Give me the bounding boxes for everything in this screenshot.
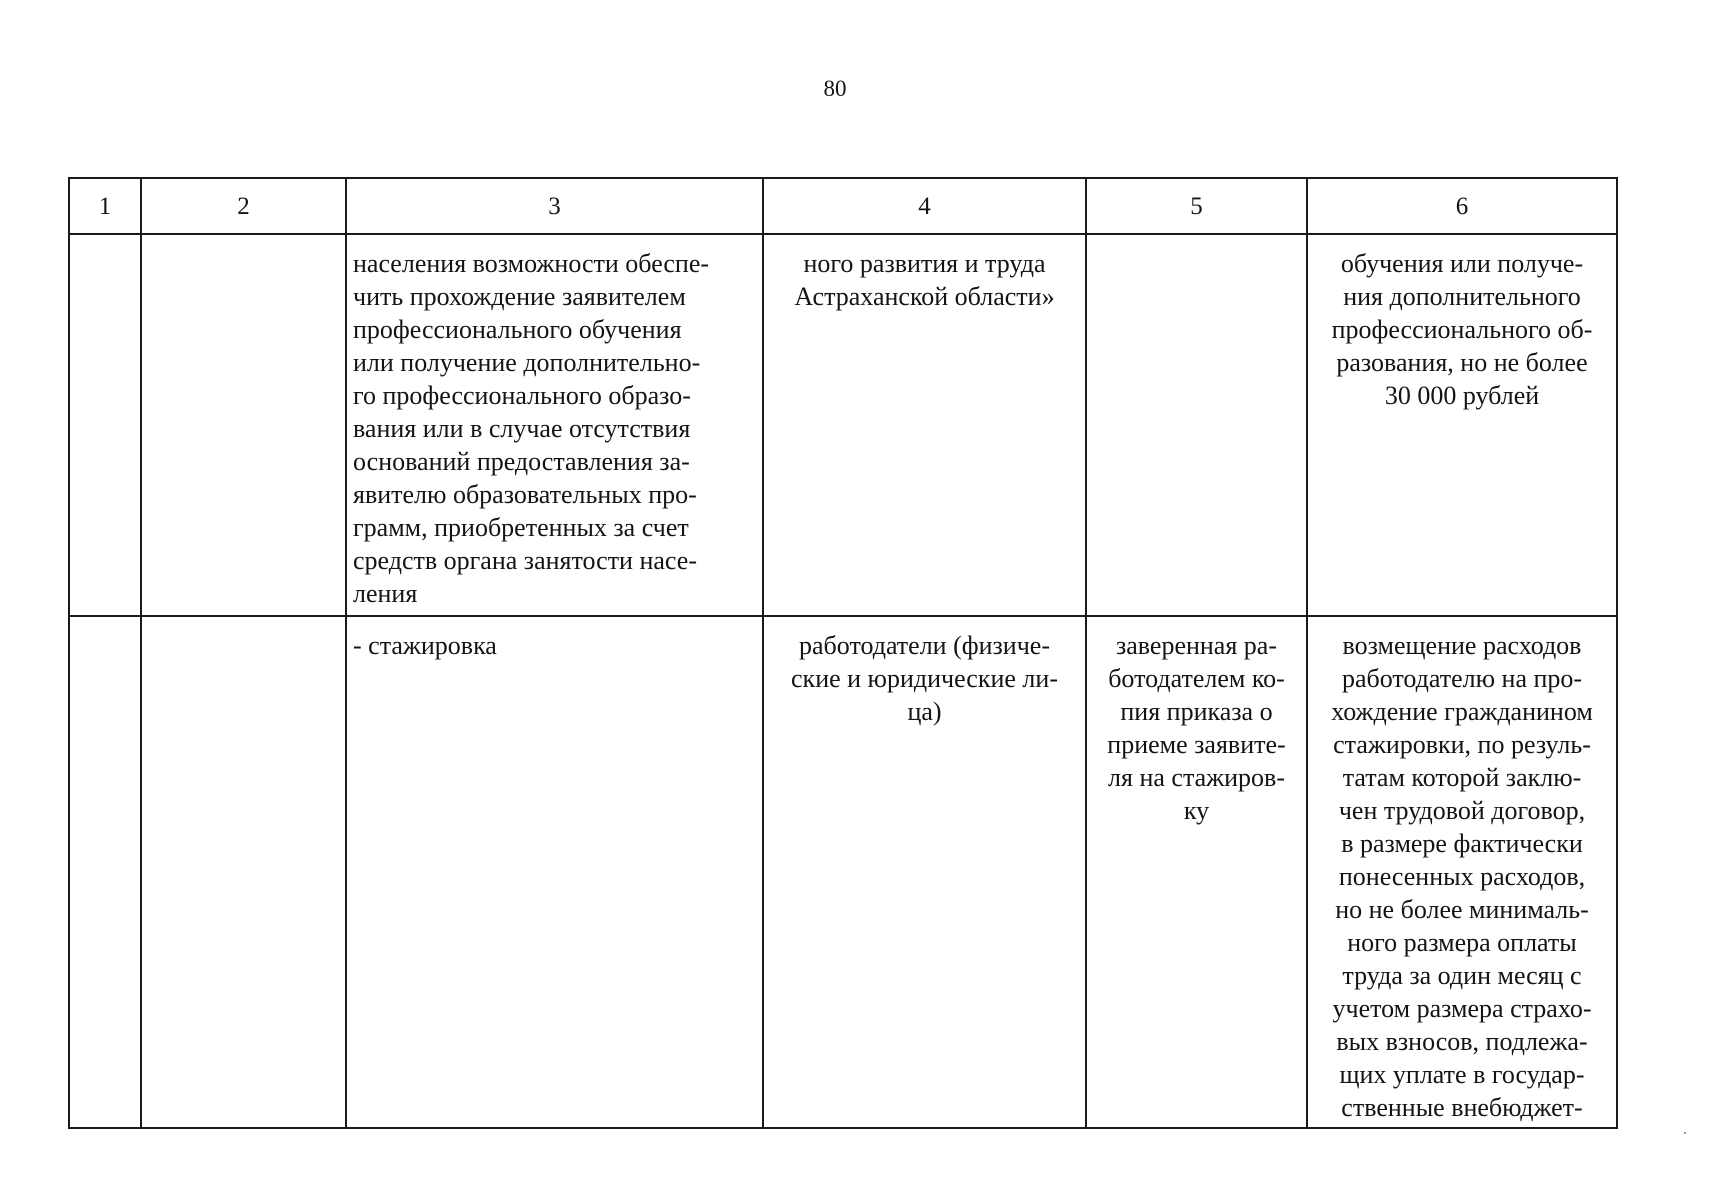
row-1-col-2: [141, 234, 346, 616]
page-number: 80: [823, 76, 847, 101]
row-2-col-5: [1086, 616, 1307, 1128]
table-row: [69, 616, 1617, 1128]
row-2-col-4-text: работодатели (физиче- ские и юридические ли- ца): [791, 631, 1058, 726]
row-1-col-6-text: обучения или получе- ния дополнительного профессионального об- разования, но не более 30 000 рублей: [1331, 249, 1593, 410]
header-cell-3: 3: [346, 178, 763, 234]
row-1-col-1: [69, 234, 141, 616]
row-2-col-1: [69, 616, 141, 1128]
header-cell-1: 1: [69, 178, 141, 234]
header-cell-4: 4: [763, 178, 1086, 234]
header-cell-2: 2: [141, 178, 346, 234]
header-cell-6: 6: [1307, 178, 1617, 234]
row-1-col-4-text: ного развития и труда Астраханской области»: [794, 249, 1055, 311]
scan-speck: [1684, 1132, 1686, 1134]
row-2-col-4: [763, 616, 1086, 1128]
row-1-col-6: [1307, 234, 1617, 616]
row-1-col-4: [763, 234, 1086, 616]
row-2-col-6: [1307, 616, 1617, 1128]
table-header-row: [69, 178, 1617, 234]
row-2-col-3: [346, 616, 763, 1128]
row-1-col-3: [346, 234, 763, 616]
row-1-col-5: [1086, 234, 1307, 616]
row-1-col-3-text: населения возможности обеспе- чить прохождение заявителем профессионального обучения или получение дополнительно- го профессионального образо- вания или в случае отсутствия оснований предоставления за- явителю образовательных про- грамм, приобретенных за счет средств органа занятости насе- ления: [353, 249, 710, 608]
table-row: [69, 234, 1617, 616]
row-2-col-3-text: - стажировка: [353, 631, 497, 660]
document-table: [68, 177, 1618, 1129]
row-2-col-5-text: заверенная ра- ботодателем ко- пия приказа о приеме заявите- ля на стажиров- ку: [1107, 631, 1286, 825]
row-2-col-2: [141, 616, 346, 1128]
header-cell-5: 5: [1086, 178, 1307, 234]
row-2-col-6-text: возмещение расходов работодателю на про- хождение гражданином стажировки, по резуль- татам которой заклю- чен трудовой договор, в размере фактически понесенных расходов, но не более минималь- ного размера оплаты труда за один месяц с учетом размера страхо- вых взносов, подлежа- щих уплате в государ- ственные внебюджет-: [1331, 631, 1593, 1122]
